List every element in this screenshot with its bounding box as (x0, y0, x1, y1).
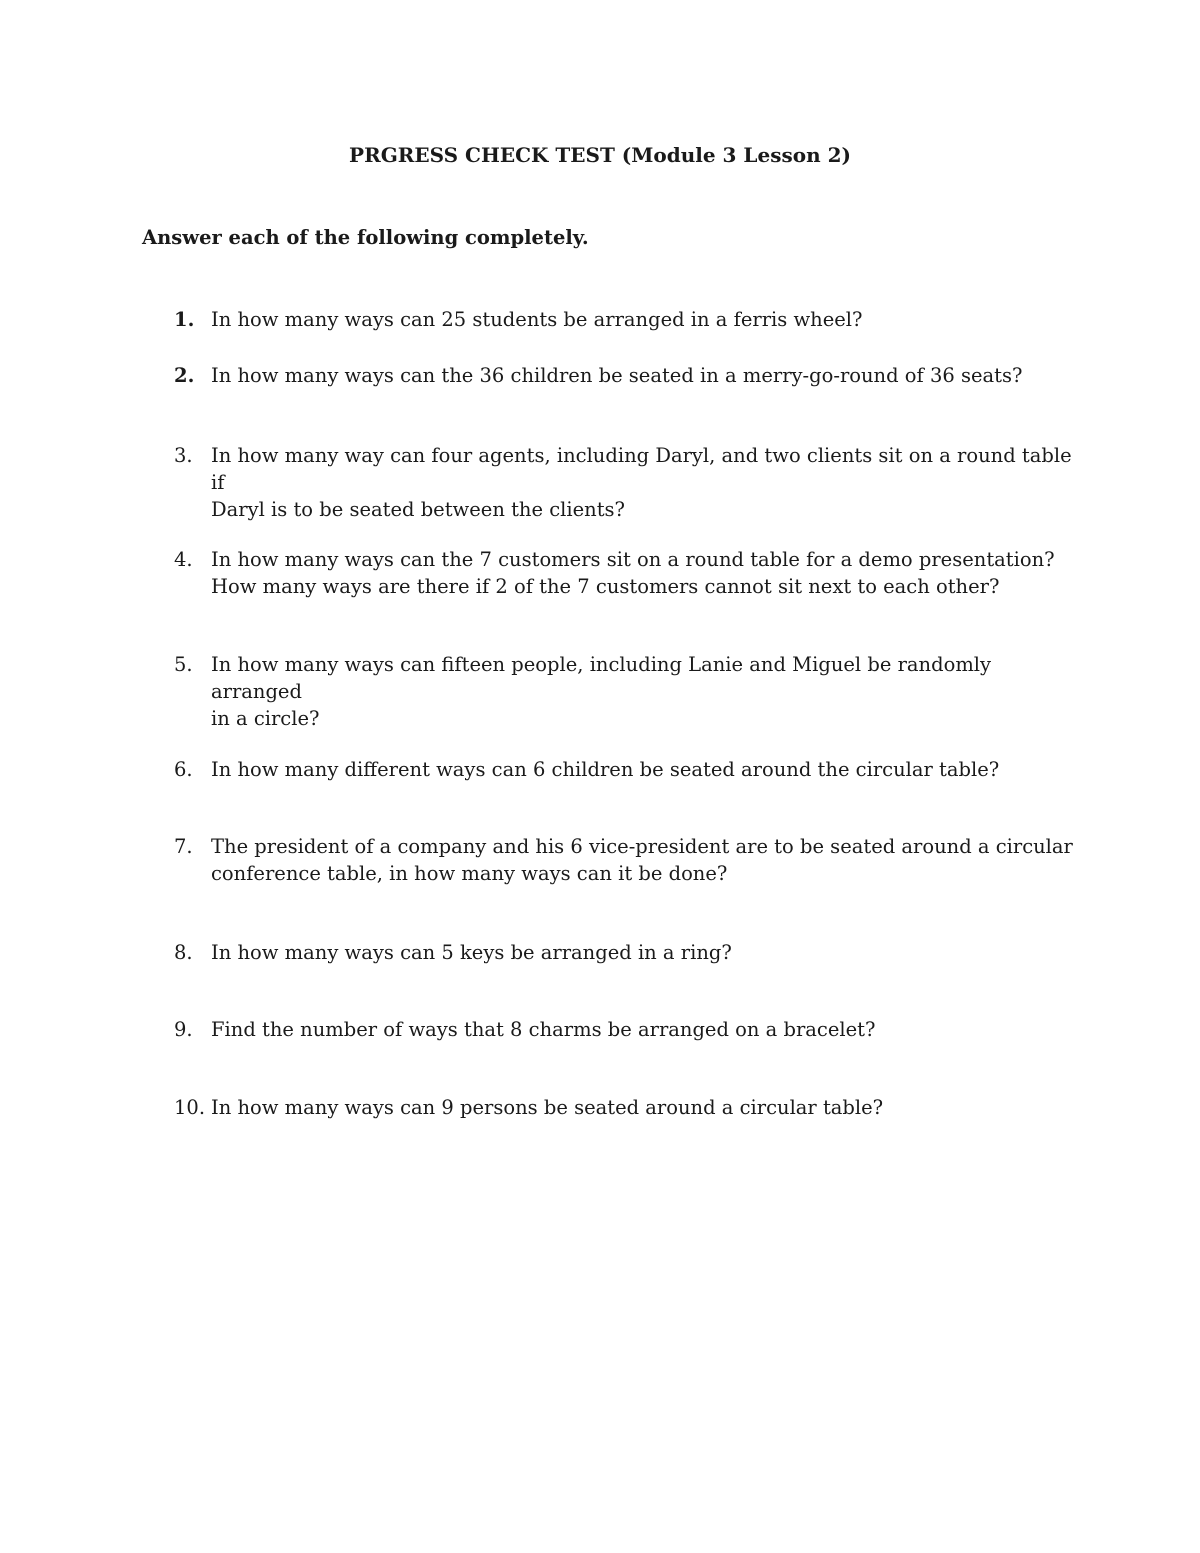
question-item (174, 306, 1074, 333)
question-item (174, 756, 1074, 783)
question-number: 6. (174, 758, 193, 781)
question-item (174, 442, 1074, 523)
question-text: In how many ways can the 36 children be seated in a merry-go-round of 36 seats? (211, 364, 1023, 387)
question-text: In how many different ways can 6 children be seated around the circular table? (211, 758, 1000, 781)
question-text: In how many ways can the 7 customers sit on a round table for a demo presentation? How many ways are there if 2 of the 7 customers cannot sit next to each other? (211, 548, 1055, 598)
page-title: PRGRESS CHECK TEST (Module 3 Lesson 2) (349, 143, 851, 167)
question-number: 7. (174, 835, 193, 858)
question-item (174, 1016, 1074, 1043)
question-number: 2. (174, 364, 195, 387)
question-text: Find the number of ways that 8 charms be arranged on a bracelet? (211, 1018, 876, 1041)
question-text: In how many ways can 25 students be arranged in a ferris wheel? (211, 308, 863, 331)
question-number: 8. (174, 941, 193, 964)
question-text: The president of a company and his 6 vice-president are to be seated around a circular conference table, in how many ways can it be done? (211, 835, 1073, 885)
question-number: 9. (174, 1018, 193, 1041)
question-item (174, 833, 1074, 887)
question-text: In how many ways can 5 keys be arranged in a ring? (211, 941, 732, 964)
instruction-text: Answer each of the following completely. (142, 226, 589, 249)
question-item (174, 362, 1074, 389)
question-text: In how many way can four agents, including Daryl, and two clients sit on a round table if Daryl is to be seated between the clients? (211, 444, 1072, 521)
question-text: In how many ways can fifteen people, including Lanie and Miguel be randomly arranged in a circle? (211, 653, 992, 730)
question-number: 10. (174, 1096, 206, 1119)
question-number: 5. (174, 653, 193, 676)
question-item (174, 939, 1074, 966)
question-item (174, 546, 1074, 600)
question-item (174, 651, 1074, 732)
question-text: In how many ways can 9 persons be seated around a circular table? (211, 1096, 884, 1119)
question-item (174, 1094, 1074, 1121)
question-number: 1. (174, 308, 195, 331)
question-number: 3. (174, 444, 193, 467)
question-number: 4. (174, 548, 193, 571)
